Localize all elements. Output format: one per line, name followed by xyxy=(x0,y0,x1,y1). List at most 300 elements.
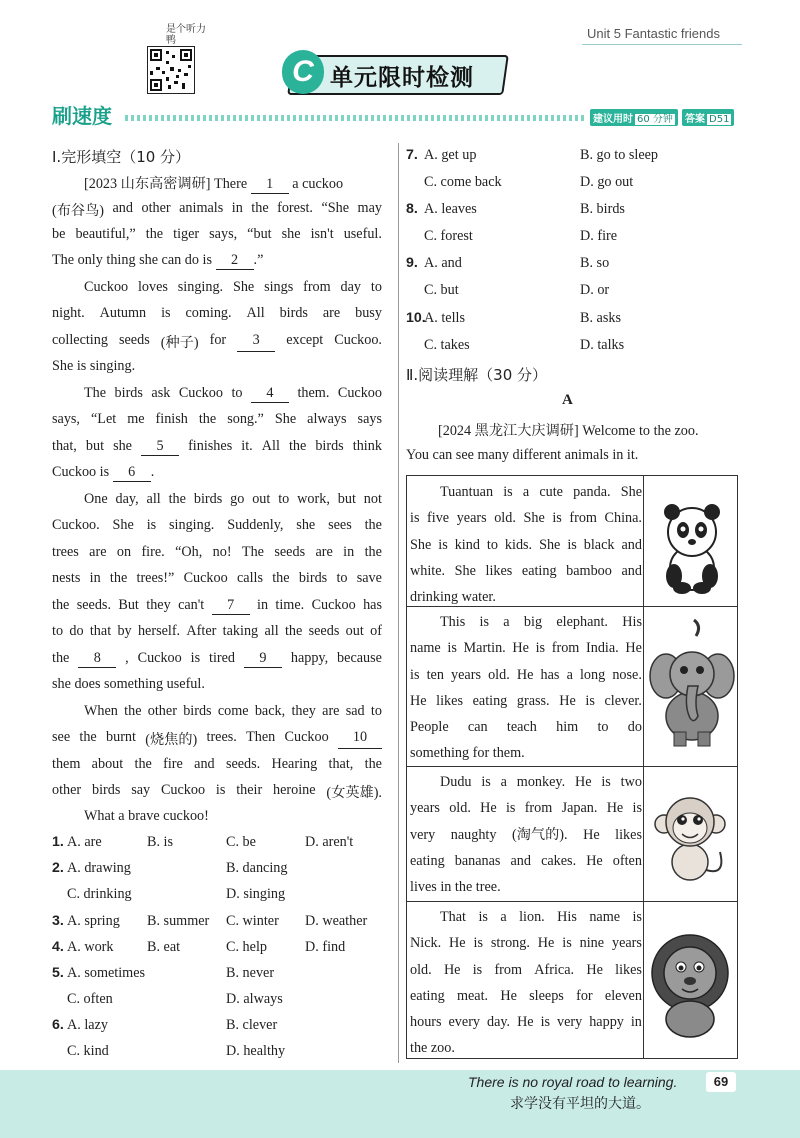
answer-option[interactable]: B. never xyxy=(226,965,275,981)
description-word: a xyxy=(503,614,510,630)
passage-word: to xyxy=(231,385,243,401)
passage-word: back, xyxy=(254,703,286,719)
answer-option[interactable]: A. sometimes xyxy=(67,965,146,981)
answer-option[interactable]: D. talks xyxy=(580,337,625,353)
answer-label: 答案 xyxy=(685,114,705,125)
passage-word: Cuckoo xyxy=(178,385,223,401)
passage-word: the xyxy=(134,756,152,772)
answer-option[interactable]: D. always xyxy=(226,991,283,1007)
passage-word: beautiful,” xyxy=(75,226,136,242)
description-word: India. xyxy=(586,640,619,657)
passage-word: seeds xyxy=(118,332,150,348)
description-word: He xyxy=(586,852,603,869)
description-line xyxy=(410,688,642,714)
description-word: naughty xyxy=(450,826,497,843)
passage-word: Suddenly, xyxy=(227,517,284,533)
cloze-blank[interactable]: 2 xyxy=(216,252,254,270)
passage-word: that, xyxy=(328,756,354,772)
description-word: Japan. xyxy=(561,800,598,817)
description-word: He xyxy=(606,800,624,817)
description-line xyxy=(410,532,642,558)
answer-option[interactable]: D. weather xyxy=(305,913,368,929)
passage-word: except xyxy=(286,332,324,348)
passage-word: Cuckoo xyxy=(160,782,206,798)
description-word: is xyxy=(447,640,457,657)
passage-line xyxy=(52,650,382,668)
answer-option[interactable]: B. is xyxy=(147,834,174,850)
answer-option[interactable]: C. kind xyxy=(67,1043,109,1059)
cloze-blank[interactable]: 8 xyxy=(78,650,116,668)
description-word: can xyxy=(467,719,488,736)
answer-option[interactable]: D. healthy xyxy=(226,1043,286,1059)
description-word: He xyxy=(443,961,461,978)
passage-word: Cuckoo. xyxy=(52,517,100,533)
answer-option[interactable]: D. singing xyxy=(226,886,286,902)
question-number: 5. xyxy=(52,965,64,981)
passage-word: coming. xyxy=(185,305,232,321)
passage-word: it. xyxy=(241,438,253,454)
answer-option[interactable]: C. often xyxy=(67,991,113,1007)
question-number: 1. xyxy=(52,834,64,850)
answer-option[interactable]: A. spring xyxy=(67,913,120,929)
banner-letter-badge: C xyxy=(282,50,324,94)
question-number: 6. xyxy=(52,1017,64,1033)
passage-word: save xyxy=(356,570,382,586)
passage-word: all xyxy=(264,623,279,639)
passage-word: She xyxy=(232,279,255,295)
passage-word: are xyxy=(89,544,107,560)
passage-word: trees xyxy=(52,544,79,560)
section-speed-label: 刷速度 xyxy=(52,104,112,128)
table-row xyxy=(407,901,737,1058)
description-word: is xyxy=(410,666,420,683)
description-line xyxy=(410,957,642,983)
answer-option[interactable]: C. drinking xyxy=(67,886,132,902)
description-word: lion. xyxy=(519,909,545,925)
passage-word: them xyxy=(52,756,81,772)
passage-word: the xyxy=(364,756,382,772)
passage-word: in xyxy=(343,544,355,560)
description-word: happy xyxy=(589,1014,624,1031)
passage-line xyxy=(84,491,382,508)
answer-option[interactable]: D. fire xyxy=(580,228,618,244)
passage-text: Cuckoo is xyxy=(52,464,113,480)
answer-option[interactable]: D. find xyxy=(305,939,346,955)
description-word: is xyxy=(473,935,483,952)
description-word: name xyxy=(589,909,621,925)
description-word: nine xyxy=(579,935,605,952)
passage-word: are xyxy=(315,544,333,560)
description-word: is xyxy=(503,484,513,500)
question-number: 8. xyxy=(406,201,418,217)
description-word: a xyxy=(566,666,573,683)
description-word: two xyxy=(620,774,642,790)
description-word: old. xyxy=(410,961,432,978)
animal-description xyxy=(410,904,642,1062)
description-word: Nick. xyxy=(410,935,442,952)
passage-word: “Let xyxy=(90,411,117,427)
passage-word: to xyxy=(370,703,382,719)
page-number: 69 xyxy=(706,1072,736,1092)
passage-word: are xyxy=(322,703,340,719)
description-word: years xyxy=(410,800,440,817)
passage-word: the xyxy=(124,703,142,719)
passage-word: other xyxy=(147,703,177,719)
passage-word: finish xyxy=(155,411,188,427)
answer-option[interactable]: C. winter xyxy=(226,913,279,929)
footer-quote-zh: 求学没有平坦的大道。 xyxy=(510,1096,650,1112)
passage-word: other xyxy=(141,200,171,216)
passage-word: tiger xyxy=(173,226,200,242)
animal-description xyxy=(410,609,642,767)
description-word: That xyxy=(440,909,466,925)
answer-ref-tag xyxy=(682,109,734,126)
description-word: ten xyxy=(426,666,444,683)
description-word: meat. xyxy=(456,987,489,1004)
description-word: likes xyxy=(436,692,463,709)
passage-word: day xyxy=(340,279,362,295)
passage-word: is xyxy=(161,305,171,321)
answer-option[interactable]: B. dancing xyxy=(226,860,288,876)
answer-option[interactable]: B. clever xyxy=(226,1017,278,1033)
description-word: years xyxy=(451,666,481,683)
description-word: is xyxy=(562,935,572,952)
description-line xyxy=(410,635,642,661)
passage-line xyxy=(52,438,382,456)
animal-picture-cell xyxy=(643,766,738,901)
description-word: white. xyxy=(410,562,446,579)
passage-word: the xyxy=(364,517,382,533)
passage-word: singing. xyxy=(177,279,224,295)
answer-option[interactable]: A. and xyxy=(424,255,462,271)
passage-text: The only thing she can do is xyxy=(52,252,216,268)
passage-line xyxy=(52,252,263,270)
question-number: 10. xyxy=(406,310,426,326)
description-word: likes xyxy=(485,562,513,579)
description-word: very xyxy=(410,826,436,843)
passage-line xyxy=(52,332,382,352)
description-word: sleeps xyxy=(529,987,564,1004)
passage-word: Cuckoo xyxy=(84,279,129,295)
passage-word: because xyxy=(337,650,382,666)
description-word: is xyxy=(479,614,489,630)
answer-option[interactable]: B. birds xyxy=(580,201,625,217)
description-word: is xyxy=(552,510,562,527)
description-word: People xyxy=(410,719,449,736)
description-word: is xyxy=(535,640,546,657)
passage-word: Autumn xyxy=(99,305,147,321)
reading-part-label: A xyxy=(562,392,573,408)
description-word: is xyxy=(481,774,491,790)
passage-word: She xyxy=(112,517,134,533)
description-word: a xyxy=(500,774,507,790)
passage-word: in xyxy=(231,200,243,216)
passage-word: come xyxy=(217,703,249,719)
description-word: He xyxy=(512,640,529,657)
description-word: grass. xyxy=(516,692,550,709)
footer-quote-en: There is no royal road to learning. xyxy=(468,1074,678,1090)
cloze-blank[interactable]: 5 xyxy=(141,438,179,456)
description-word: is xyxy=(585,692,595,709)
passage-word: birds xyxy=(193,491,223,507)
passage-text: .” xyxy=(253,252,264,268)
passage-line xyxy=(84,279,382,296)
description-word: He xyxy=(537,935,555,952)
passage-word: from xyxy=(303,279,331,295)
description-line xyxy=(410,479,642,505)
passage-word: the xyxy=(145,226,164,242)
passage-word: the xyxy=(79,729,97,745)
answer-option[interactable]: D. or xyxy=(580,282,610,298)
passage-line xyxy=(84,808,209,825)
description-word: very xyxy=(557,1014,583,1031)
passage-word: but xyxy=(337,491,356,507)
answer-option[interactable]: A. get up xyxy=(424,147,477,163)
passage-word: is xyxy=(215,782,226,798)
passage-word: birds xyxy=(315,438,344,454)
answer-option[interactable]: B. eat xyxy=(147,939,181,955)
description-word: has xyxy=(540,666,560,683)
description-word: cakes. xyxy=(541,852,577,869)
dotted-divider xyxy=(125,115,585,121)
cloze-blank[interactable]: 3 xyxy=(237,332,275,352)
passage-word: the xyxy=(251,200,269,216)
description-line xyxy=(410,714,642,740)
description-word: and xyxy=(510,852,531,869)
passage-word: think xyxy=(352,438,382,454)
passage-word: Hearing xyxy=(271,756,318,772)
description-word: nose. xyxy=(612,666,642,683)
passage-text: What a brave cuckoo! xyxy=(84,808,209,824)
cloze-blank[interactable]: 4 xyxy=(251,385,289,403)
description-word: a xyxy=(522,484,530,500)
description-line xyxy=(410,1009,642,1035)
passage-word: sees xyxy=(328,517,352,533)
passage-word: loves xyxy=(137,279,168,295)
question-number: 4. xyxy=(52,939,64,955)
answer-option[interactable]: A. drawing xyxy=(67,860,131,876)
passage-word: the xyxy=(168,491,186,507)
description-word: old. xyxy=(449,800,471,817)
time-label: 建议用时 xyxy=(593,114,633,125)
passage-word: that xyxy=(89,623,112,639)
cloze-blank[interactable]: 6 xyxy=(113,464,151,482)
answer-option[interactable]: A. leaves xyxy=(424,201,477,217)
description-line xyxy=(410,662,642,688)
answer-option[interactable]: C. forest xyxy=(424,228,473,244)
description-word: to xyxy=(486,536,498,553)
passage-word: time. xyxy=(275,597,305,613)
passage-word: in xyxy=(257,597,269,613)
description-word: a xyxy=(500,909,507,925)
description-word: monkey. xyxy=(516,774,566,790)
description-word: He xyxy=(559,692,576,709)
passage-word: trees!” xyxy=(136,570,175,586)
description-word: She xyxy=(539,536,561,553)
description-word: and xyxy=(621,536,642,553)
description-word: is xyxy=(472,961,483,978)
passage-word: no! xyxy=(212,544,232,560)
animal-picture-cell xyxy=(643,476,738,606)
passage-word: (女英雄). xyxy=(326,785,382,801)
passage-word: fire xyxy=(163,756,183,772)
passage-word: not xyxy=(363,491,382,507)
description-line xyxy=(410,904,642,930)
passage-word: Cuckoo xyxy=(311,597,356,613)
qr-caption: 是个听力鸭 xyxy=(166,24,206,46)
passage-word: has xyxy=(363,597,382,613)
panda-icon xyxy=(644,476,738,606)
description-line xyxy=(410,822,642,848)
passage-line xyxy=(52,200,382,220)
reading-intro-line: [2024 黑龙江大庆调研] Welcome to the zoo. xyxy=(438,423,699,439)
passage-word: to xyxy=(52,623,64,639)
passage-word: to xyxy=(278,491,290,507)
table-row xyxy=(407,476,737,607)
cloze-blank[interactable]: 9 xyxy=(244,650,282,668)
passage-word: fire. xyxy=(141,544,165,560)
passage-text: She is singing. xyxy=(52,358,136,374)
passage-word: seeds xyxy=(274,544,306,560)
animal-picture-cell xyxy=(643,606,738,766)
passage-word: ask xyxy=(151,385,171,401)
description-word: kind xyxy=(454,536,480,553)
passage-word: animals xyxy=(179,200,224,216)
passage-word: happy, xyxy=(290,650,329,666)
description-word: is xyxy=(540,1014,551,1031)
description-line xyxy=(410,795,642,821)
description-word: (淘气的). xyxy=(512,826,568,843)
passage-word: other xyxy=(52,782,82,798)
description-word: is xyxy=(567,536,577,553)
description-word: eleven xyxy=(604,987,642,1004)
animal-picture-cell xyxy=(643,901,738,1058)
passage-word: Cuckoo xyxy=(137,650,182,666)
description-word: every xyxy=(448,1014,481,1031)
passage-word: in xyxy=(89,570,101,586)
passage-word: herself. xyxy=(137,623,181,639)
description-word: to xyxy=(597,719,609,736)
description-word: old. xyxy=(494,510,516,527)
passage-word: (种子) xyxy=(160,335,199,351)
answer-option[interactable]: B. asks xyxy=(580,310,621,326)
description-word: likes xyxy=(615,961,642,978)
description-word: eating xyxy=(410,987,445,1004)
answer-option[interactable]: A. tells xyxy=(424,310,465,326)
description-word: He xyxy=(586,961,603,978)
passage-word: She xyxy=(274,411,297,427)
answer-option[interactable]: A. are xyxy=(67,834,102,850)
answer-option[interactable]: C. but xyxy=(424,282,459,298)
cloze-blank[interactable]: 7 xyxy=(212,597,250,615)
description-word: China. xyxy=(604,510,642,527)
passage-word: the xyxy=(284,623,303,639)
answer-option[interactable]: B. so xyxy=(580,255,610,271)
description-word: bananas xyxy=(454,852,501,869)
passage-word: out xyxy=(345,623,364,639)
description-word: long xyxy=(579,666,606,683)
passage-text: a cuckoo xyxy=(288,176,344,192)
description-word: is xyxy=(505,800,516,817)
description-word: in xyxy=(630,1014,642,1031)
passage-word: When xyxy=(84,703,118,719)
passage-line xyxy=(52,464,154,482)
description-line: something for them. xyxy=(410,745,525,762)
answer-option[interactable]: B. go to sleep xyxy=(580,147,659,163)
description-word: is xyxy=(478,909,488,925)
answer-option[interactable]: C. help xyxy=(226,939,267,955)
passage-text: [2023 山东高密调研] There xyxy=(84,176,251,192)
passage-word: see xyxy=(52,729,71,745)
description-word: do xyxy=(627,719,642,736)
animal-description xyxy=(410,479,642,610)
description-line xyxy=(410,558,642,584)
passage-line xyxy=(52,597,382,615)
description-line xyxy=(410,983,642,1009)
passage-text: she does something useful. xyxy=(52,676,205,692)
passage-line xyxy=(52,226,382,243)
description-word: She xyxy=(454,562,476,579)
passage-word: , xyxy=(125,650,129,666)
passage-word: forest. xyxy=(277,200,313,216)
passage-word: the xyxy=(52,650,70,666)
table-row xyxy=(407,606,737,767)
passage-word: she xyxy=(281,226,301,242)
answer-option[interactable]: D. go out xyxy=(580,174,634,190)
description-word: is xyxy=(601,774,611,790)
monkey-icon xyxy=(644,766,738,901)
passage-word: are xyxy=(322,305,341,321)
description-line xyxy=(410,505,642,531)
passage-word: the xyxy=(52,597,70,613)
passage-line xyxy=(52,570,382,587)
passage-word: birds xyxy=(279,305,308,321)
passage-word: singing. xyxy=(169,517,215,533)
description-word: Tuantuan xyxy=(440,484,494,500)
passage-word: The xyxy=(241,544,264,560)
passage-word: and xyxy=(194,756,215,772)
answer-option[interactable]: B. summer xyxy=(147,913,210,929)
passage-word: on xyxy=(116,544,132,560)
description-word: from xyxy=(524,800,553,817)
passage-word: useful. xyxy=(343,226,382,242)
description-word: eating xyxy=(410,852,445,869)
description-word: clever. xyxy=(604,692,642,709)
passage-word: Cuckoo xyxy=(337,385,382,401)
cloze-blank[interactable]: 10 xyxy=(338,729,382,749)
passage-word: say xyxy=(131,782,151,798)
description-line xyxy=(410,848,642,874)
answer-option[interactable]: A. work xyxy=(67,939,114,955)
answer-option[interactable]: C. takes xyxy=(424,337,470,353)
cloze-blank[interactable]: 1 xyxy=(251,176,289,194)
description-word: He xyxy=(574,774,592,790)
answer-option[interactable]: C. be xyxy=(226,834,256,850)
passage-word: she xyxy=(113,438,132,454)
description-word: He xyxy=(449,935,466,952)
answer-option[interactable]: C. come back xyxy=(424,174,502,190)
passage-line xyxy=(52,517,382,534)
description-word: Martin. xyxy=(463,640,506,657)
description-word: strong. xyxy=(490,935,530,952)
description-word: This xyxy=(440,614,466,630)
answer-option[interactable]: A. lazy xyxy=(67,1017,108,1033)
passage-word: One xyxy=(84,491,108,507)
description-word: is xyxy=(632,800,642,817)
passage-word: may xyxy=(357,200,382,216)
answer-option[interactable]: D. aren't xyxy=(305,834,354,850)
passage-word: about xyxy=(91,756,124,772)
